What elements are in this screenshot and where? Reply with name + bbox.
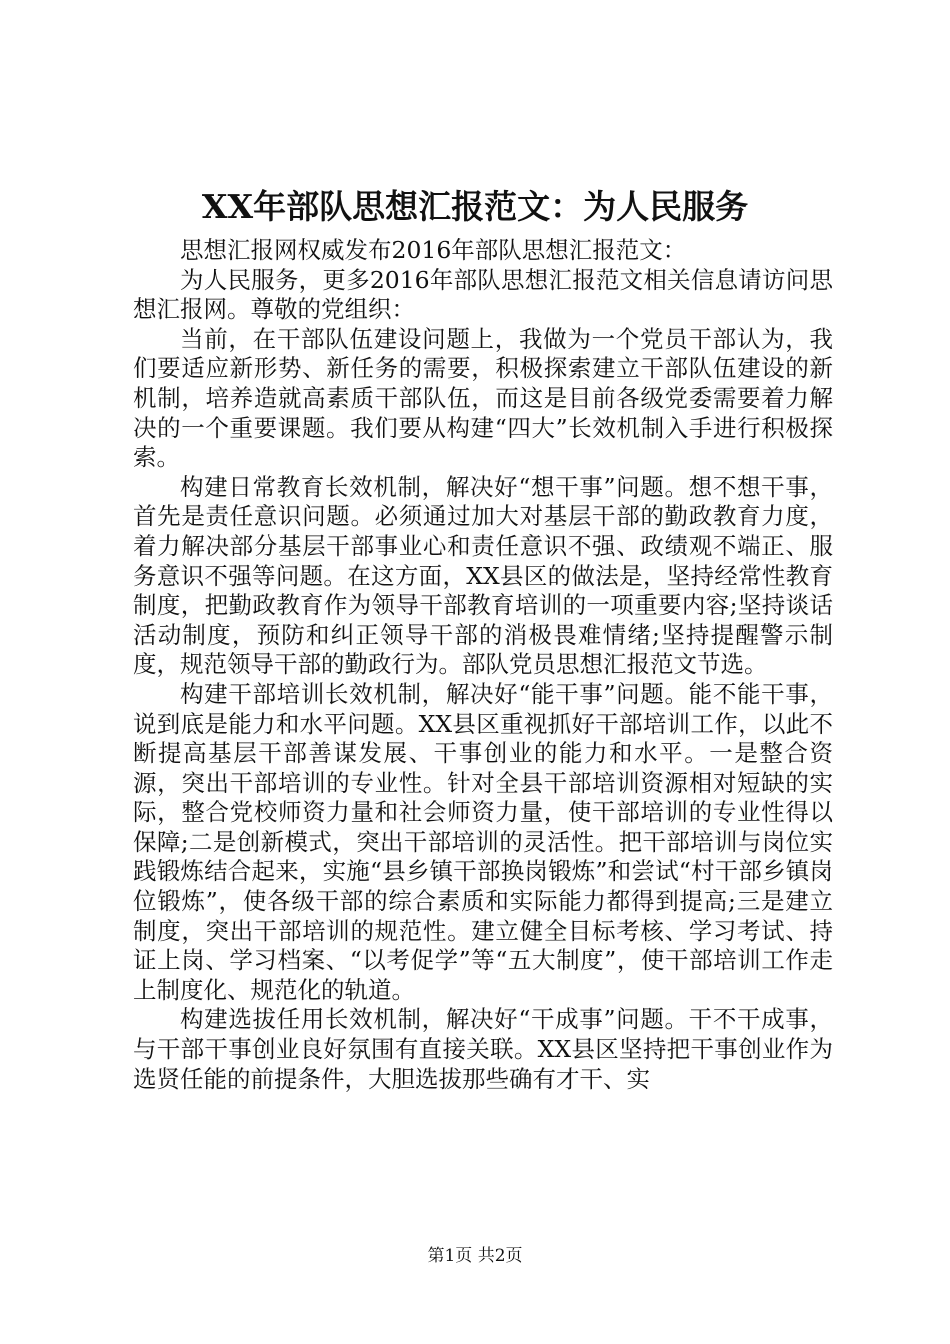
paragraph-selection-mechanism: 构建选拔任用长效机制，解决好“干成事”问题。干不干成事，与干部干事创业良好氛围有直接关联。XX县区坚持把干事创业作为选贤任能的前提条件，大胆选拔那些确有才干、实 <box>133 1005 833 1093</box>
document-body <box>133 236 833 1094</box>
paragraph-education-mechanism: 构建日常教育长效机制，解决好“想干事”问题。想不想干事，首先是责任意识问题。必须通过加大对基层干部的勤政教育力度，着力解决部分基层干部事业心和责任意识不强、政绩观不端正、服务意识不强等问题。在这方面，XX县区的做法是，坚持经常性教育制度，把勤政教育作为领导干部教育培训的一项重要内容;坚持谈话活动制度，预防和纠正领导干部的消极畏难情绪;坚持提醒警示制度，规范领导干部的勤政行为。部队党员思想汇报范文节选。 <box>133 472 833 679</box>
paragraph-greeting: 为人民服务，更多2016年部队思想汇报范文相关信息请访问思想汇报网。尊敬的党组织： <box>133 265 833 324</box>
page-footer: 第1页 共2页 <box>427 1246 523 1266</box>
paragraph-intro: 思想汇报网权威发布2016年部队思想汇报范文： <box>180 236 687 264</box>
document-title: XX年部队思想汇报范文：为人民服务 <box>201 187 749 226</box>
paragraph-overview: 当前，在干部队伍建设问题上，我做为一个党员干部认为，我们要适应新形势、新任务的需要，积极探索建立干部队伍建设的新机制，培养造就高素质干部队伍，而这是目前各级党委需要着力解决的一个重要课题。我们要从构建“四大”长效机制入手进行积极探索。 <box>133 324 833 472</box>
paragraph-training-mechanism: 构建干部培训长效机制，解决好“能干事”问题。能不能干事，说到底是能力和水平问题。XX县区重视抓好干部培训工作，以此不断提高基层干部善谋发展、干事创业的能力和水平。一是整合资源，突出干部培训的专业性。针对全县干部培训资源相对短缺的实际，整合党校师资力量和社会师资力量，使干部培训的专业性得以保障;二是创新模式，突出干部培训的灵活性。把干部培训与岗位实践锻炼结合起来，实施“县乡镇干部换岗锻炼”和尝试“村干部乡镇岗位锻炼”，使各级干部的综合素质和实际能力都得到提高;三是建立制度，突出干部培训的规范性。建立健全目标考核、学习考试、持证上岗、学习档案、“以考促学”等“五大制度”，使干部培训工作走上制度化、规范化的轨道。 <box>133 679 833 1004</box>
